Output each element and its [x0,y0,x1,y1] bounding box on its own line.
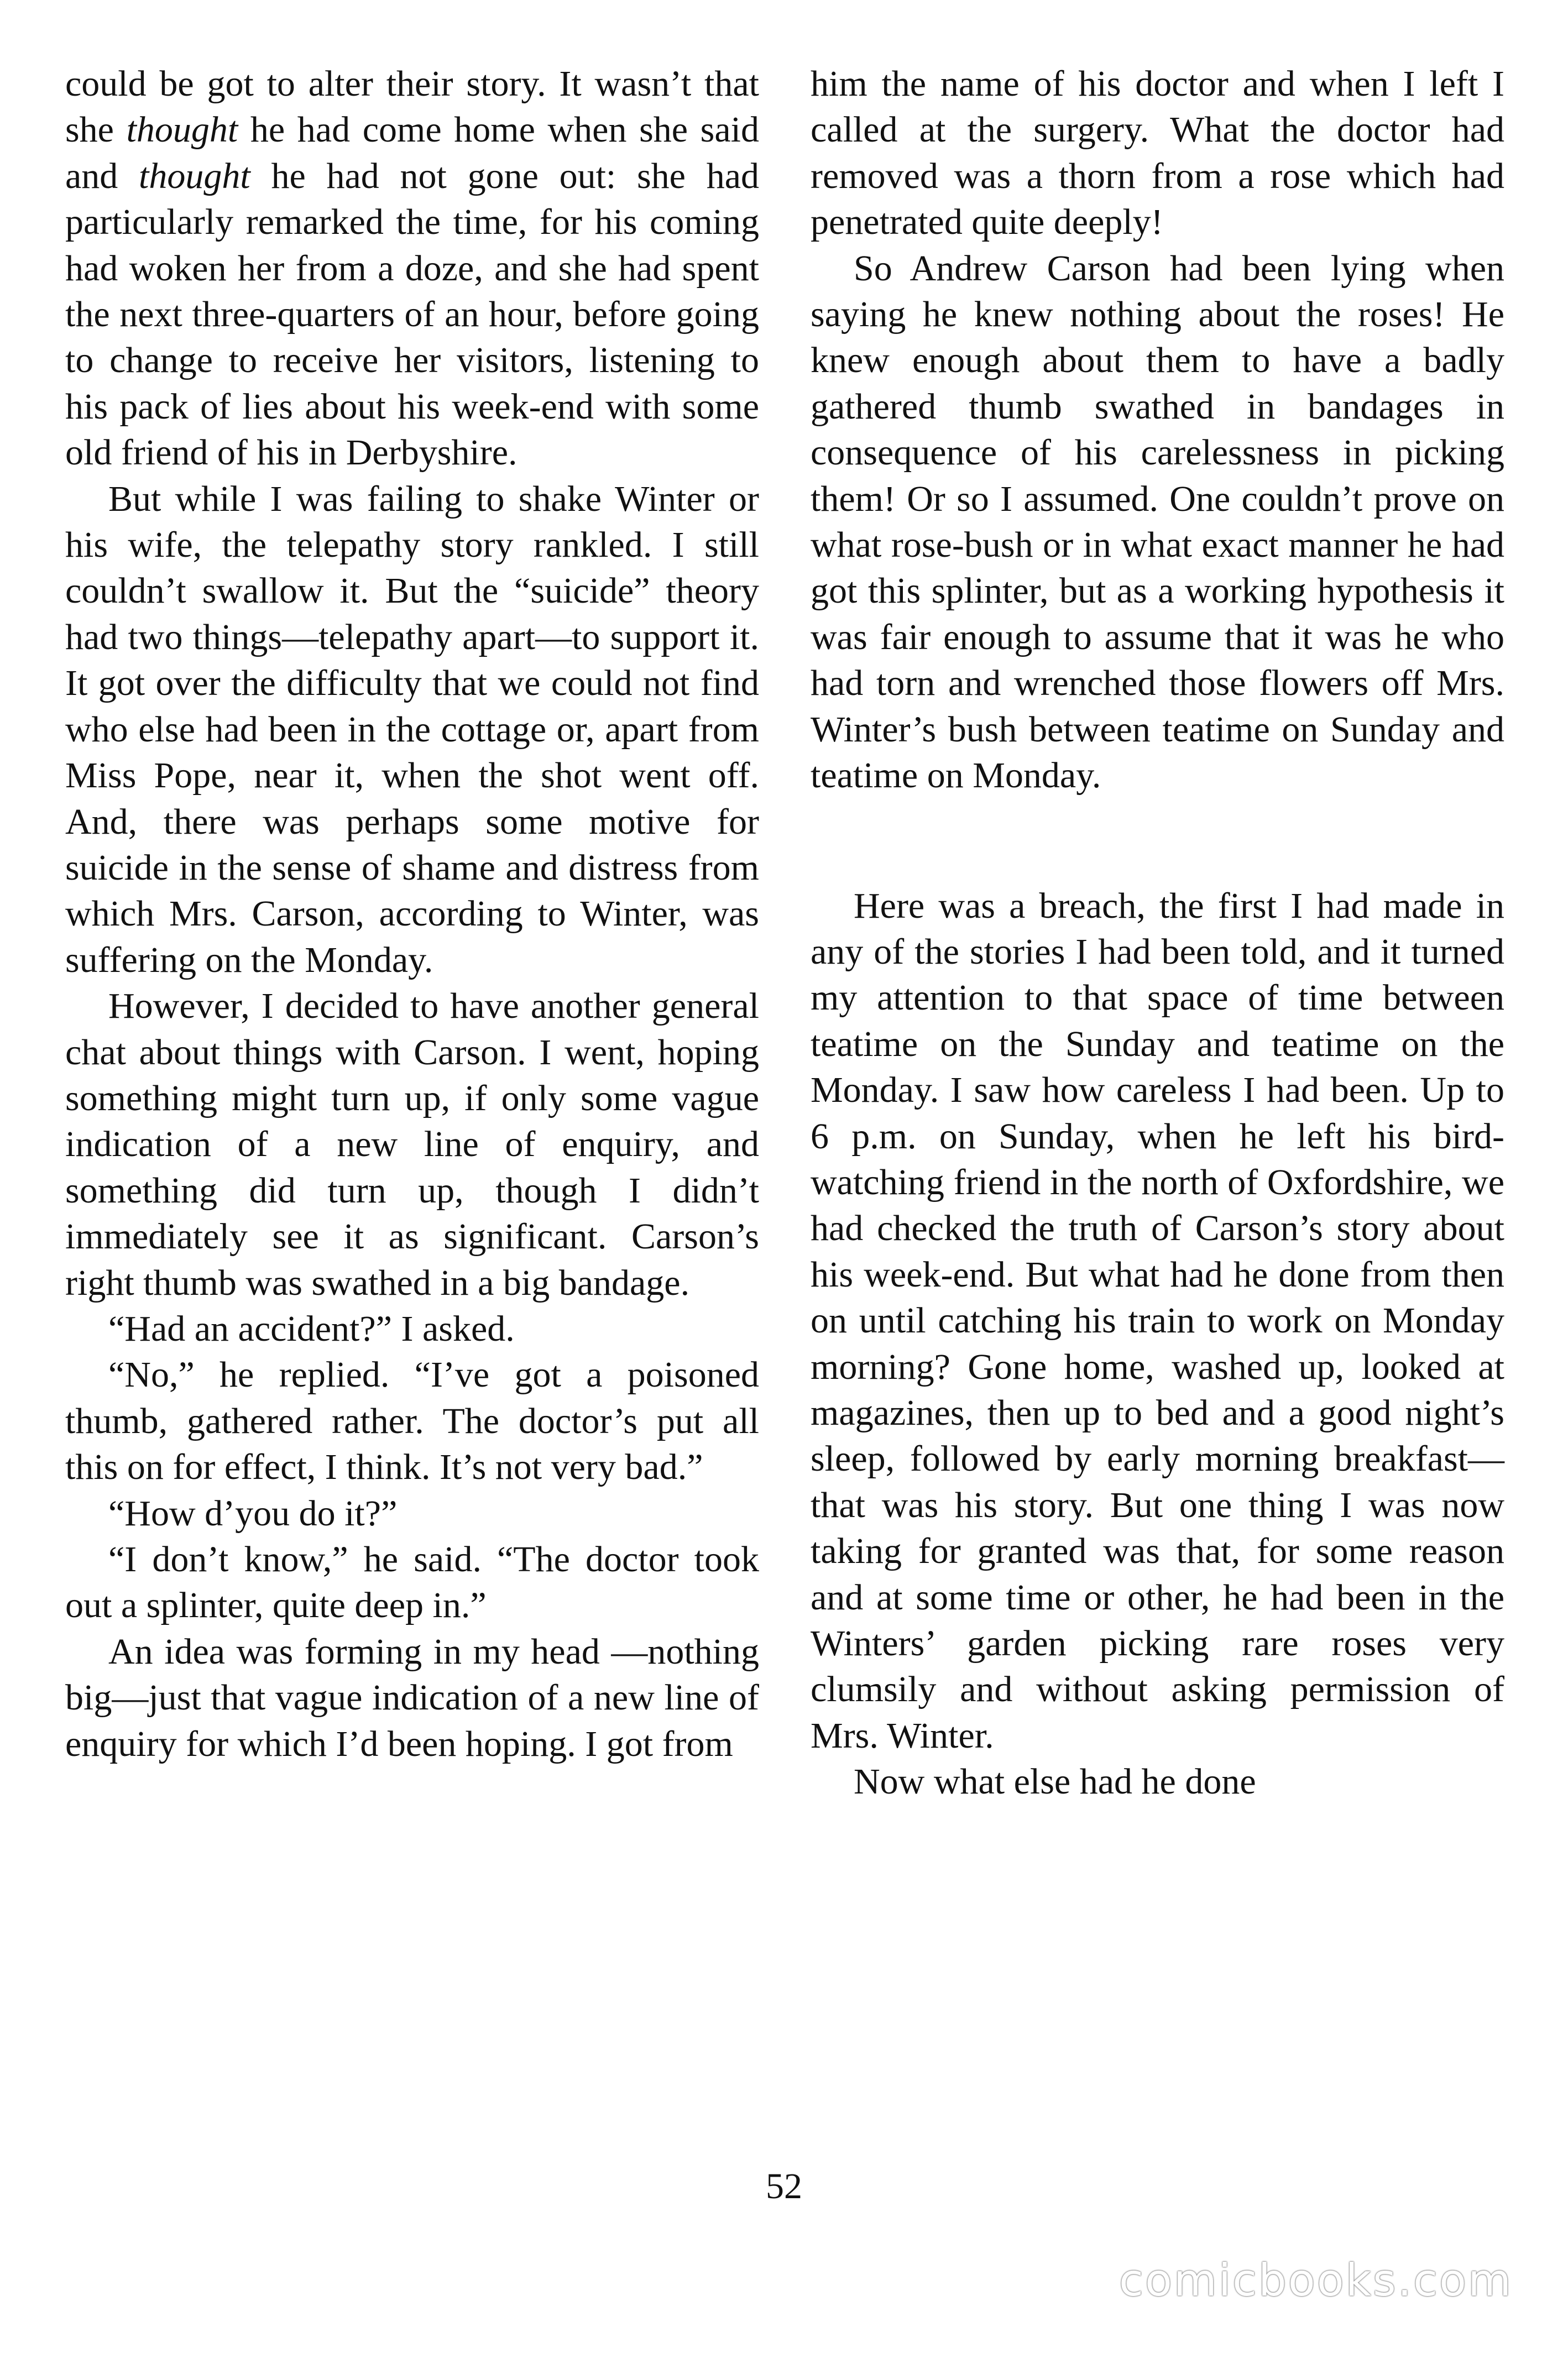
left-paragraph-8: An idea was forming in my head —nothing big—just that vague indication of a new line of enquiry for which I’d been hoping. I got from [65,1631,759,1764]
watermark: comicbooks.com [1118,2255,1513,2306]
left-paragraph-2: But while I was failing to shake Winter or his wife, the telepathy story rankled. I still couldn’t swallow it. But the “suicide” theory had two things—telepathy apart—to support it. It got over the difficulty that we could not find who else had been in the cottage or, apart from Miss Pope, near it, when the shot went off. And, there was perhaps some motive for suicide in the sense of shame and distress from which Mrs. Carson, according to Winter, was suffering on the Monday. [65,478,759,980]
right-paragraph-3: Here was a breach, the first I had made in any of the stories I had been told, and it turned my attention to that space of time between teatime on the Sunday and teatime on the Monday. I saw how careless I had been. Up to 6 p.m. on Sunday, when he left his bird-watching friend in the north of Oxfordshire, we had checked the truth of Carson’s story about his week-end. But what had he done from then on until catching his train to work on Monday morning? Gone home, washed up, looked at magazines, then up to bed and a good night’s sleep, followed by early morning breakfast—that was his story. But one thing I was now taking for granted was that, for some reason and at some time or other, he had been in the Winters’ garden picking rare roses very clumsily and without asking permission of Mrs. Winter. [811,885,1504,1756]
page-number: 52 [766,2166,802,2206]
right-paragraph-2: So Andrew Carson had been lying when saying he knew nothing about the roses! He knew enough about them to have a badly gathered thumb swathed in bandages in consequence of his carelessness in picking them! Or so I assumed. One couldn’t prove on what rose-bush or in what exact manner he had got this splinter, but as a working hypothesis it was fair enough to assume that it was he who had torn and wrenched those flowers off Mrs. Winter’s bush between teatime on Sunday and teatime on Monday. [811,248,1504,796]
left-column [65,61,759,1767]
emphasis-thought-2: thought [139,155,250,196]
left-paragraph-5: “No,” he replied. “I’ve got a poisoned thumb, gathered rather. The doctor’s put all this on for effect, I think. It’s not very bad.” [65,1355,759,1488]
right-column [811,61,1504,1805]
right-paragraph-1: him the name of his doctor and when I left I called at the surgery. What the doctor had removed was a thorn from a rose which had penetrated quite deeply! [811,64,1504,243]
left-paragraph-1: could be got to alter their story. It wasn’t that she thought he had come home when she said and thought he had not gone out: she had particularly remarked the time, for his coming had woken her from a doze, and she had spent the next three-quarters of an hour, before going to change to receive her visitors, listening to his pack of lies about his week-end with some old friend of his in Derbyshire. [65,64,759,473]
left-paragraph-6: “How d’you do it?” [108,1493,398,1534]
left-paragraph-3: However, I decided to have another general chat about things with Carson. I went, hoping something might turn up, if only some vague indication of a new line of enquiry, and something did turn up, though I didn’t immediately see it as significant. Carson’s right thumb was swathed in a big bandage. [65,986,759,1303]
emphasis-thought-1: thought [126,109,238,150]
left-paragraph-4: “Had an accident?” I asked. [108,1308,515,1349]
left-paragraph-7: “I don’t know,” he said. “The doctor took out a splinter, quite deep in.” [65,1539,759,1626]
right-paragraph-4: Now what else had he done [854,1761,1256,1802]
